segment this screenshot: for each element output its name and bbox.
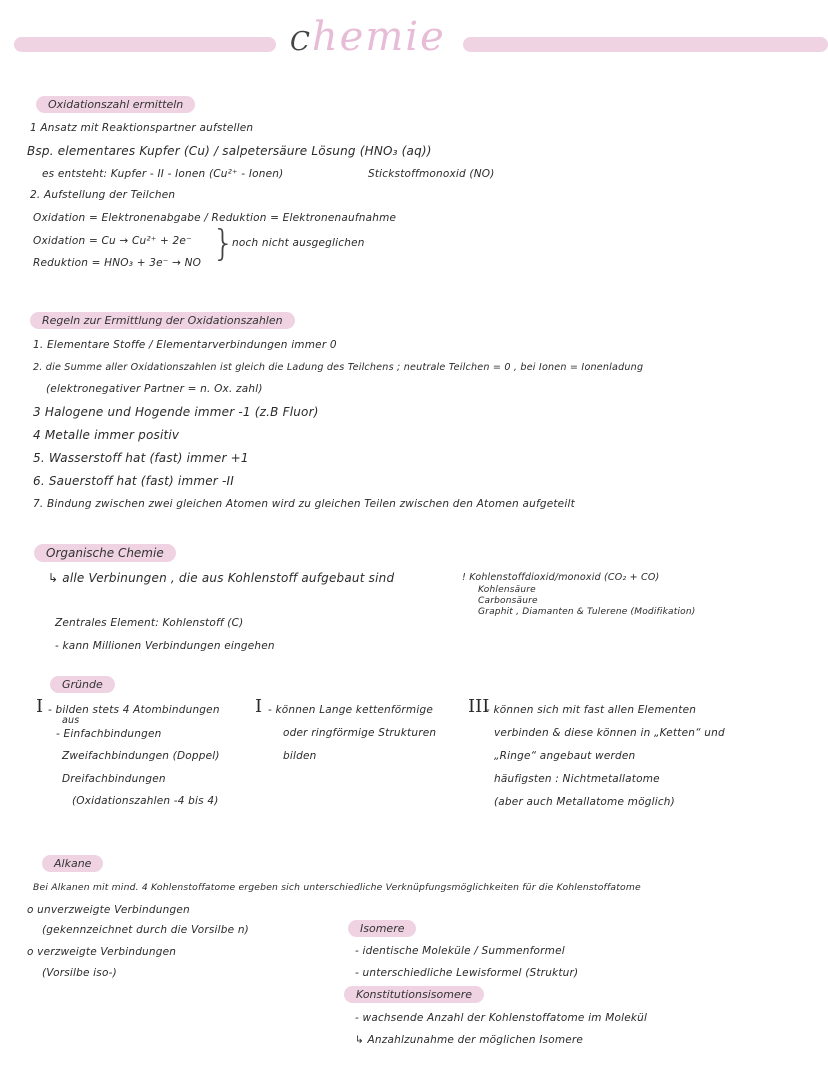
heading-oxidationszahl: Oxidationszahl ermitteln <box>36 96 195 113</box>
s1-line-9: noch nicht ausgeglichen <box>232 237 365 249</box>
s1-line-4: Stickstoffmonoxid (NO) <box>368 168 495 180</box>
page-title-first: C <box>290 27 312 57</box>
s4-c1-line-2: aus <box>62 715 80 726</box>
s4-c2-line-2: oder ringförmige Strukturen <box>283 727 437 739</box>
s1-line-6: Oxidation = Elektronenabgabe / Reduktion = Elektronenaufnahme <box>33 212 397 224</box>
s4-c2-line-3: bilden <box>283 750 317 762</box>
s5-line-2: o unverzweigte Verbindungen <box>27 904 190 916</box>
s5-line-5: (Vorsilbe iso-) <box>42 967 117 979</box>
s1-line-1: 1 Ansatz mit Reaktionspartner aufstellen <box>30 122 254 134</box>
s2-line-2: 2. die Summe aller Oxidationszahlen ist gleich die Ladung des Teilchens ; neutrale Teilchen = 0 , bei Ionen = Ionenladung <box>33 362 644 373</box>
page-title-rest: hemie <box>311 14 446 60</box>
s4-c1-line-5: Dreifachbindungen <box>62 773 166 785</box>
s4-c1-line-4: Zweifachbindungen (Doppel) <box>62 750 220 762</box>
numeral-3: III <box>468 696 490 717</box>
s4-c3-line-5: (aber auch Metallatome möglich) <box>494 796 675 808</box>
s4-c3-line-4: häufigsten : Nichtmetallatome <box>494 773 660 785</box>
konst-line-2: ↳ Anzahlzunahme der möglichen Isomere <box>355 1034 584 1046</box>
s1-line-3: es entsteht: Kupfer - II - Ionen (Cu²⁺ - Ionen) <box>42 168 284 180</box>
s3-note-3: Carbonsäure <box>478 596 538 606</box>
s1-line-2: Bsp. elementares Kupfer (Cu) / salpetersäure Lösung (HNO₃ (aq)) <box>27 144 432 158</box>
numeral-2: I <box>255 696 263 717</box>
s4-c3-line-2: verbinden & diese können in „Ketten“ und <box>494 727 725 739</box>
s4-c1-line-6: (Oxidationszahlen -4 bis 4) <box>72 795 219 807</box>
s2-line-5: 4 Metalle immer positiv <box>33 428 180 442</box>
s2-line-7: 6. Sauerstoff hat (fast) immer -II <box>33 474 234 488</box>
s2-line-8: 7. Bindung zwischen zwei gleichen Atomen wird zu gleichen Teilen zwischen den Atomen aufgeteilt <box>33 498 575 510</box>
s4-c2-line-1: - können Lange kettenförmige <box>268 704 433 716</box>
header-bar-left <box>14 37 276 52</box>
heading-gruende: Gründe <box>50 676 115 693</box>
s3-note-1: ! Kohlenstoffdioxid/monoxid (CO₂ + CO) <box>462 572 660 583</box>
s5-line-3: (gekennzeichnet durch die Vorsilbe n) <box>42 924 249 936</box>
s1-line-5: 2. Aufstellung der Teilchen <box>30 189 176 201</box>
numeral-1: I <box>36 696 44 717</box>
s2-line-3: (elektronegativer Partner = n. Ox. zahl) <box>46 383 263 395</box>
s3-line-2: Zentrales Element: Kohlenstoff (C) <box>55 617 244 629</box>
s2-line-6: 5. Wasserstoff hat (fast) immer +1 <box>33 451 249 465</box>
heading-isomere: Isomere <box>348 920 416 937</box>
page-title <box>290 14 446 60</box>
s4-c1-line-1: - bilden stets 4 Atombindungen <box>48 704 220 716</box>
header-bar-right <box>463 37 828 52</box>
s3-note-4: Graphit , Diamanten & Tulerene (Modifikation) <box>478 607 696 617</box>
s1-line-8: Reduktion = HNO₃ + 3e⁻ → NO <box>33 257 202 269</box>
brace-icon: } <box>212 223 235 264</box>
isomere-line-1: - identische Moleküle / Summenformel <box>355 945 565 957</box>
s3-note-2: Kohlensäure <box>478 585 536 595</box>
s4-c3-line-3: „Ringe“ angebaut werden <box>494 750 636 762</box>
konst-line-1: - wachsende Anzahl der Kohlenstoffatome im Molekül <box>355 1012 648 1024</box>
s3-line-3: - kann Millionen Verbindungen eingehen <box>55 640 275 652</box>
isomere-line-2: - unterschiedliche Lewisformel (Struktur) <box>355 967 579 979</box>
heading-organische-chemie: Organische Chemie <box>34 544 176 562</box>
s5-line-1: Bei Alkanen mit mind. 4 Kohlenstoffatome ergeben sich unterschiedliche Verknüpfungsmöglichkeiten für die Kohlenstoffatome <box>33 882 641 893</box>
heading-konstitutionsisomere: Konstitutionsisomere <box>344 986 484 1003</box>
s2-line-1: 1. Elementare Stoffe / Elementarverbindungen immer 0 <box>33 339 337 351</box>
s3-line-1: ↳ alle Verbinungen , die aus Kohlenstoff aufgebaut sind <box>48 571 395 585</box>
s4-c3-line-1: - können sich mit fast allen Elementen <box>486 704 697 716</box>
s2-line-4: 3 Halogene und Hogende immer -1 (z.B Fluor) <box>33 405 319 419</box>
s5-line-4: o verzweigte Verbindungen <box>27 946 177 958</box>
heading-alkane: Alkane <box>42 855 103 872</box>
s1-line-7: Oxidation = Cu → Cu²⁺ + 2e⁻ <box>33 235 192 247</box>
s4-c1-line-3: - Einfachbindungen <box>56 728 162 740</box>
heading-regeln: Regeln zur Ermittlung der Oxidationszahlen <box>30 312 295 329</box>
